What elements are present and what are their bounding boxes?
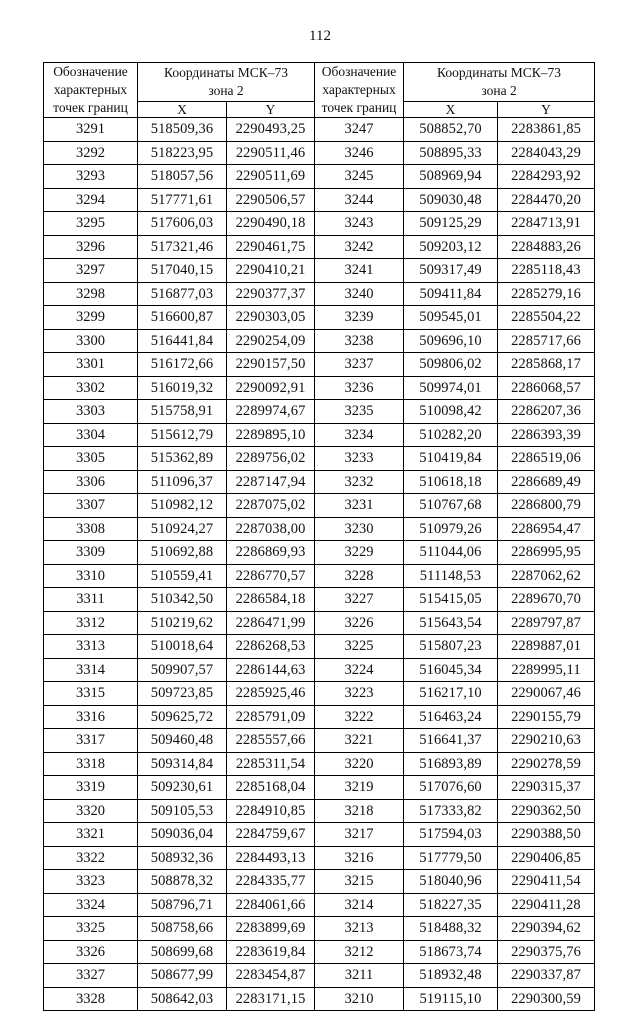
point-id-left: 3304 bbox=[44, 423, 138, 447]
y-value-left: 2290493,25 bbox=[227, 118, 315, 142]
point-id-right: 3245 bbox=[315, 165, 404, 189]
point-id-right: 3216 bbox=[315, 846, 404, 870]
point-id-right: 3220 bbox=[315, 752, 404, 776]
y-value-right: 2290155,79 bbox=[498, 705, 595, 729]
table-row bbox=[44, 470, 595, 494]
x-value-right: 518932,48 bbox=[404, 964, 498, 988]
x-value-right: 518040,96 bbox=[404, 870, 498, 894]
y-value-left: 2290461,75 bbox=[227, 235, 315, 259]
point-id-left: 3306 bbox=[44, 470, 138, 494]
table-row bbox=[44, 635, 595, 659]
point-id-right: 3236 bbox=[315, 376, 404, 400]
designation-header-line3: точек границ bbox=[321, 100, 397, 115]
x-value-left: 509625,72 bbox=[138, 705, 227, 729]
point-id-left: 3311 bbox=[44, 588, 138, 612]
y-value-left: 2289974,67 bbox=[227, 400, 315, 424]
table-row bbox=[44, 682, 595, 706]
coords-header-left bbox=[138, 63, 315, 102]
table-row bbox=[44, 165, 595, 189]
y-value-right: 2290388,50 bbox=[498, 823, 595, 847]
table-row bbox=[44, 893, 595, 917]
x-value-right: 517333,82 bbox=[404, 799, 498, 823]
point-id-left: 3292 bbox=[44, 141, 138, 165]
designation-header-right bbox=[315, 63, 404, 118]
y-value-left: 2283454,87 bbox=[227, 964, 315, 988]
x-value-left: 516877,03 bbox=[138, 282, 227, 306]
x-value-right: 509030,48 bbox=[404, 188, 498, 212]
y-value-right: 2284293,92 bbox=[498, 165, 595, 189]
x-value-left: 515362,89 bbox=[138, 447, 227, 471]
table-row bbox=[44, 541, 595, 565]
point-id-right: 3228 bbox=[315, 564, 404, 588]
point-id-right: 3234 bbox=[315, 423, 404, 447]
table-row bbox=[44, 964, 595, 988]
y-value-right: 2290362,50 bbox=[498, 799, 595, 823]
y-value-left: 2286584,18 bbox=[227, 588, 315, 612]
table-row bbox=[44, 376, 595, 400]
point-id-left: 3318 bbox=[44, 752, 138, 776]
y-value-right: 2286519,06 bbox=[498, 447, 595, 471]
point-id-right: 3222 bbox=[315, 705, 404, 729]
y-value-right: 2287062,62 bbox=[498, 564, 595, 588]
coords-header-line1: Координаты МСК–73 bbox=[164, 65, 288, 80]
designation-header-left bbox=[44, 63, 138, 118]
x-value-right: 515643,54 bbox=[404, 611, 498, 635]
y-value-left: 2285557,66 bbox=[227, 729, 315, 753]
x-value-left: 511096,37 bbox=[138, 470, 227, 494]
x-value-left: 517321,46 bbox=[138, 235, 227, 259]
x-value-left: 508796,71 bbox=[138, 893, 227, 917]
x-value-right: 510282,20 bbox=[404, 423, 498, 447]
y-value-right: 2290411,28 bbox=[498, 893, 595, 917]
point-id-right: 3242 bbox=[315, 235, 404, 259]
x-value-right: 518673,74 bbox=[404, 940, 498, 964]
y-value-right: 2289995,11 bbox=[498, 658, 595, 682]
point-id-left: 3301 bbox=[44, 353, 138, 377]
x-value-right: 508852,70 bbox=[404, 118, 498, 142]
x-value-right: 518227,35 bbox=[404, 893, 498, 917]
table-row bbox=[44, 447, 595, 471]
y-value-right: 2285868,17 bbox=[498, 353, 595, 377]
y-value-right: 2284883,26 bbox=[498, 235, 595, 259]
y-value-right: 2289670,70 bbox=[498, 588, 595, 612]
y-value-left: 2289895,10 bbox=[227, 423, 315, 447]
point-id-right: 3244 bbox=[315, 188, 404, 212]
x-value-right: 515807,23 bbox=[404, 635, 498, 659]
point-id-right: 3221 bbox=[315, 729, 404, 753]
y-value-left: 2290092,91 bbox=[227, 376, 315, 400]
point-id-left: 3302 bbox=[44, 376, 138, 400]
point-id-left: 3326 bbox=[44, 940, 138, 964]
x-value-left: 518509,36 bbox=[138, 118, 227, 142]
point-id-right: 3230 bbox=[315, 517, 404, 541]
point-id-left: 3295 bbox=[44, 212, 138, 236]
coords-header-line1: Координаты МСК–73 bbox=[437, 65, 562, 80]
y-value-left: 2287147,94 bbox=[227, 470, 315, 494]
x-value-right: 516217,10 bbox=[404, 682, 498, 706]
x-value-left: 509036,04 bbox=[138, 823, 227, 847]
point-id-right: 3223 bbox=[315, 682, 404, 706]
y-value-left: 2290511,69 bbox=[227, 165, 315, 189]
y-value-right: 2284043,29 bbox=[498, 141, 595, 165]
table-row bbox=[44, 400, 595, 424]
y-value-left: 2287038,00 bbox=[227, 517, 315, 541]
x-value-left: 517771,61 bbox=[138, 188, 227, 212]
designation-header-line3: точек границ bbox=[53, 100, 128, 115]
y-value-right: 2284470,20 bbox=[498, 188, 595, 212]
designation-header-line2: характерных bbox=[53, 82, 128, 97]
y-value-right: 2289797,87 bbox=[498, 611, 595, 635]
point-id-right: 3243 bbox=[315, 212, 404, 236]
y-value-left: 2284335,77 bbox=[227, 870, 315, 894]
point-id-right: 3247 bbox=[315, 118, 404, 142]
x-value-right: 510618,18 bbox=[404, 470, 498, 494]
point-id-left: 3291 bbox=[44, 118, 138, 142]
point-id-right: 3240 bbox=[315, 282, 404, 306]
y-value-right: 2285504,22 bbox=[498, 306, 595, 330]
x-header-left: X bbox=[138, 102, 227, 118]
point-id-left: 3298 bbox=[44, 282, 138, 306]
x-value-right: 511044,06 bbox=[404, 541, 498, 565]
y-value-left: 2290511,46 bbox=[227, 141, 315, 165]
point-id-left: 3296 bbox=[44, 235, 138, 259]
x-value-left: 509460,48 bbox=[138, 729, 227, 753]
y-header-left: Y bbox=[227, 102, 315, 118]
x-value-right: 509411,84 bbox=[404, 282, 498, 306]
y-header-right: Y bbox=[498, 102, 595, 118]
y-value-left: 2285925,46 bbox=[227, 682, 315, 706]
table-row bbox=[44, 118, 595, 142]
y-value-right: 2290067,46 bbox=[498, 682, 595, 706]
table-row bbox=[44, 235, 595, 259]
y-value-left: 2283619,84 bbox=[227, 940, 315, 964]
point-id-left: 3312 bbox=[44, 611, 138, 635]
table-row bbox=[44, 494, 595, 518]
x-value-left: 508878,32 bbox=[138, 870, 227, 894]
x-value-left: 509314,84 bbox=[138, 752, 227, 776]
y-value-right: 2290278,59 bbox=[498, 752, 595, 776]
table-row bbox=[44, 212, 595, 236]
y-value-left: 2284910,85 bbox=[227, 799, 315, 823]
y-value-left: 2286144,63 bbox=[227, 658, 315, 682]
x-value-left: 508932,36 bbox=[138, 846, 227, 870]
table-row bbox=[44, 329, 595, 353]
y-value-right: 2284713,91 bbox=[498, 212, 595, 236]
y-value-left: 2290254,09 bbox=[227, 329, 315, 353]
point-id-left: 3305 bbox=[44, 447, 138, 471]
point-id-right: 3212 bbox=[315, 940, 404, 964]
point-id-left: 3310 bbox=[44, 564, 138, 588]
point-id-right: 3214 bbox=[315, 893, 404, 917]
table-row bbox=[44, 564, 595, 588]
table-row bbox=[44, 799, 595, 823]
x-value-left: 510018,64 bbox=[138, 635, 227, 659]
point-id-left: 3297 bbox=[44, 259, 138, 283]
point-id-left: 3313 bbox=[44, 635, 138, 659]
designation-header-line2: характерных bbox=[322, 82, 396, 97]
y-value-left: 2286268,53 bbox=[227, 635, 315, 659]
point-id-left: 3294 bbox=[44, 188, 138, 212]
x-value-left: 509230,61 bbox=[138, 776, 227, 800]
point-id-left: 3309 bbox=[44, 541, 138, 565]
table-row bbox=[44, 282, 595, 306]
y-value-left: 2290490,18 bbox=[227, 212, 315, 236]
y-value-left: 2286869,93 bbox=[227, 541, 315, 565]
x-value-left: 515612,79 bbox=[138, 423, 227, 447]
y-value-left: 2290377,37 bbox=[227, 282, 315, 306]
designation-header-line1: Обозначение bbox=[321, 64, 397, 79]
table-row bbox=[44, 752, 595, 776]
x-value-right: 517594,03 bbox=[404, 823, 498, 847]
table-row bbox=[44, 588, 595, 612]
table-row bbox=[44, 188, 595, 212]
table-body bbox=[44, 118, 595, 1011]
point-id-left: 3320 bbox=[44, 799, 138, 823]
x-value-left: 509723,85 bbox=[138, 682, 227, 706]
point-id-right: 3227 bbox=[315, 588, 404, 612]
x-value-left: 509105,53 bbox=[138, 799, 227, 823]
point-id-right: 3232 bbox=[315, 470, 404, 494]
point-id-left: 3325 bbox=[44, 917, 138, 941]
y-value-right: 2285118,43 bbox=[498, 259, 595, 283]
x-value-right: 518488,32 bbox=[404, 917, 498, 941]
y-value-left: 2290506,57 bbox=[227, 188, 315, 212]
x-value-left: 510559,41 bbox=[138, 564, 227, 588]
x-value-left: 509907,57 bbox=[138, 658, 227, 682]
point-id-left: 3303 bbox=[44, 400, 138, 424]
y-value-left: 2286471,99 bbox=[227, 611, 315, 635]
y-value-right: 2290411,54 bbox=[498, 870, 595, 894]
point-id-right: 3210 bbox=[315, 987, 404, 1011]
y-value-right: 2286068,57 bbox=[498, 376, 595, 400]
table-row bbox=[44, 611, 595, 635]
point-id-right: 3233 bbox=[315, 447, 404, 471]
point-id-right: 3238 bbox=[315, 329, 404, 353]
y-value-left: 2284493,13 bbox=[227, 846, 315, 870]
y-value-left: 2287075,02 bbox=[227, 494, 315, 518]
x-value-right: 508895,33 bbox=[404, 141, 498, 165]
point-id-right: 3239 bbox=[315, 306, 404, 330]
table-row bbox=[44, 658, 595, 682]
y-value-right: 2285717,66 bbox=[498, 329, 595, 353]
x-value-left: 517606,03 bbox=[138, 212, 227, 236]
table-row bbox=[44, 846, 595, 870]
point-id-right: 3211 bbox=[315, 964, 404, 988]
point-id-left: 3327 bbox=[44, 964, 138, 988]
point-id-right: 3231 bbox=[315, 494, 404, 518]
x-value-right: 508969,94 bbox=[404, 165, 498, 189]
x-value-left: 516172,66 bbox=[138, 353, 227, 377]
x-value-left: 518057,56 bbox=[138, 165, 227, 189]
x-value-right: 509125,29 bbox=[404, 212, 498, 236]
x-value-right: 517779,50 bbox=[404, 846, 498, 870]
y-value-right: 2290210,63 bbox=[498, 729, 595, 753]
point-id-right: 3241 bbox=[315, 259, 404, 283]
y-value-right: 2290337,87 bbox=[498, 964, 595, 988]
y-value-right: 2286393,39 bbox=[498, 423, 595, 447]
point-id-right: 3225 bbox=[315, 635, 404, 659]
point-id-right: 3217 bbox=[315, 823, 404, 847]
point-id-right: 3237 bbox=[315, 353, 404, 377]
point-id-left: 3323 bbox=[44, 870, 138, 894]
table-row bbox=[44, 423, 595, 447]
y-value-right: 2286995,95 bbox=[498, 541, 595, 565]
y-value-right: 2289887,01 bbox=[498, 635, 595, 659]
x-value-right: 510098,42 bbox=[404, 400, 498, 424]
x-value-left: 515758,91 bbox=[138, 400, 227, 424]
point-id-right: 3213 bbox=[315, 917, 404, 941]
point-id-left: 3299 bbox=[44, 306, 138, 330]
point-id-right: 3246 bbox=[315, 141, 404, 165]
x-value-right: 516641,37 bbox=[404, 729, 498, 753]
x-value-left: 510219,62 bbox=[138, 611, 227, 635]
point-id-right: 3229 bbox=[315, 541, 404, 565]
point-id-right: 3218 bbox=[315, 799, 404, 823]
y-value-left: 2285168,04 bbox=[227, 776, 315, 800]
point-id-left: 3308 bbox=[44, 517, 138, 541]
designation-header-line1: Обозначение bbox=[53, 64, 128, 79]
table-row bbox=[44, 729, 595, 753]
x-value-left: 508699,68 bbox=[138, 940, 227, 964]
x-value-right: 509317,49 bbox=[404, 259, 498, 283]
x-value-left: 510692,88 bbox=[138, 541, 227, 565]
point-id-left: 3324 bbox=[44, 893, 138, 917]
x-value-left: 510924,27 bbox=[138, 517, 227, 541]
coords-header-line2: зона 2 bbox=[481, 83, 517, 98]
y-value-right: 2286207,36 bbox=[498, 400, 595, 424]
y-value-right: 2290406,85 bbox=[498, 846, 595, 870]
x-value-left: 508758,66 bbox=[138, 917, 227, 941]
y-value-left: 2289756,02 bbox=[227, 447, 315, 471]
point-id-left: 3319 bbox=[44, 776, 138, 800]
y-value-left: 2290410,21 bbox=[227, 259, 315, 283]
point-id-left: 3317 bbox=[44, 729, 138, 753]
point-id-left: 3314 bbox=[44, 658, 138, 682]
x-value-left: 518223,95 bbox=[138, 141, 227, 165]
table-row bbox=[44, 705, 595, 729]
point-id-left: 3328 bbox=[44, 987, 138, 1011]
y-value-right: 2290300,59 bbox=[498, 987, 595, 1011]
y-value-right: 2286800,79 bbox=[498, 494, 595, 518]
y-value-left: 2290157,50 bbox=[227, 353, 315, 377]
x-value-right: 509203,12 bbox=[404, 235, 498, 259]
table-row bbox=[44, 870, 595, 894]
point-id-left: 3321 bbox=[44, 823, 138, 847]
x-value-left: 516600,87 bbox=[138, 306, 227, 330]
y-value-right: 2286954,47 bbox=[498, 517, 595, 541]
coords-header-line2: зона 2 bbox=[208, 83, 244, 98]
y-value-right: 2290394,62 bbox=[498, 917, 595, 941]
coords-header-right bbox=[404, 63, 595, 102]
page-number: 112 bbox=[309, 28, 331, 44]
x-value-right: 509545,01 bbox=[404, 306, 498, 330]
y-value-left: 2285311,54 bbox=[227, 752, 315, 776]
x-value-left: 508677,99 bbox=[138, 964, 227, 988]
y-value-left: 2290303,05 bbox=[227, 306, 315, 330]
x-value-left: 508642,03 bbox=[138, 987, 227, 1011]
table-row bbox=[44, 259, 595, 283]
x-value-right: 517076,60 bbox=[404, 776, 498, 800]
x-value-right: 516045,34 bbox=[404, 658, 498, 682]
point-id-left: 3293 bbox=[44, 165, 138, 189]
table-row bbox=[44, 141, 595, 165]
point-id-left: 3316 bbox=[44, 705, 138, 729]
x-value-right: 516893,89 bbox=[404, 752, 498, 776]
point-id-right: 3226 bbox=[315, 611, 404, 635]
x-value-right: 510767,68 bbox=[404, 494, 498, 518]
y-value-right: 2285279,16 bbox=[498, 282, 595, 306]
x-value-right: 509806,02 bbox=[404, 353, 498, 377]
y-value-left: 2286770,57 bbox=[227, 564, 315, 588]
table-row bbox=[44, 776, 595, 800]
y-value-right: 2290375,76 bbox=[498, 940, 595, 964]
x-value-left: 516019,32 bbox=[138, 376, 227, 400]
x-value-left: 510342,50 bbox=[138, 588, 227, 612]
point-id-left: 3307 bbox=[44, 494, 138, 518]
y-value-right: 2283861,85 bbox=[498, 118, 595, 142]
x-value-left: 516441,84 bbox=[138, 329, 227, 353]
x-value-right: 515415,05 bbox=[404, 588, 498, 612]
table-row bbox=[44, 917, 595, 941]
point-id-right: 3224 bbox=[315, 658, 404, 682]
x-value-left: 510982,12 bbox=[138, 494, 227, 518]
table-row bbox=[44, 517, 595, 541]
y-value-right: 2286689,49 bbox=[498, 470, 595, 494]
y-value-left: 2284759,67 bbox=[227, 823, 315, 847]
x-header-right: X bbox=[404, 102, 498, 118]
table-row bbox=[44, 940, 595, 964]
y-value-right: 2290315,37 bbox=[498, 776, 595, 800]
x-value-right: 519115,10 bbox=[404, 987, 498, 1011]
x-value-right: 509974,01 bbox=[404, 376, 498, 400]
y-value-left: 2284061,66 bbox=[227, 893, 315, 917]
y-value-left: 2285791,09 bbox=[227, 705, 315, 729]
coordinates-table bbox=[43, 62, 595, 1011]
table-row bbox=[44, 353, 595, 377]
table-row bbox=[44, 823, 595, 847]
point-id-right: 3219 bbox=[315, 776, 404, 800]
point-id-right: 3215 bbox=[315, 870, 404, 894]
x-value-left: 517040,15 bbox=[138, 259, 227, 283]
x-value-right: 511148,53 bbox=[404, 564, 498, 588]
y-value-left: 2283171,15 bbox=[227, 987, 315, 1011]
table-row bbox=[44, 306, 595, 330]
point-id-left: 3315 bbox=[44, 682, 138, 706]
x-value-right: 510419,84 bbox=[404, 447, 498, 471]
x-value-right: 509696,10 bbox=[404, 329, 498, 353]
table-row bbox=[44, 987, 595, 1011]
x-value-right: 516463,24 bbox=[404, 705, 498, 729]
point-id-left: 3322 bbox=[44, 846, 138, 870]
x-value-right: 510979,26 bbox=[404, 517, 498, 541]
y-value-left: 2283899,69 bbox=[227, 917, 315, 941]
point-id-left: 3300 bbox=[44, 329, 138, 353]
point-id-right: 3235 bbox=[315, 400, 404, 424]
